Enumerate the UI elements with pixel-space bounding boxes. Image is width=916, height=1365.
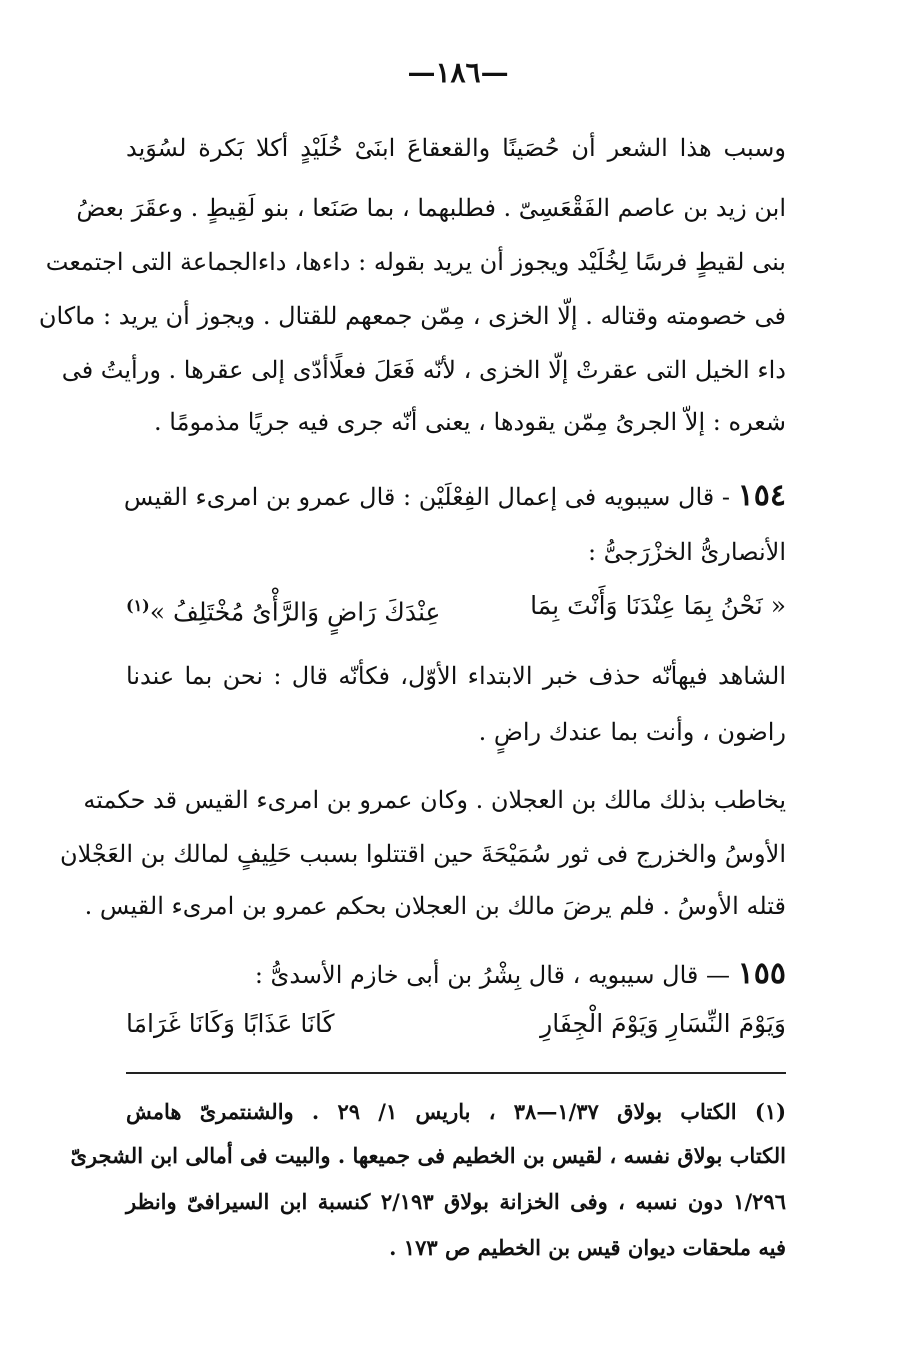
footnote-rule	[126, 1072, 786, 1074]
entry-number: ١٥٤	[737, 478, 786, 513]
text-line: فى خصومته وقتاله . إلّا الخزى ، مِمّن جمعهم للقتال . ويجوز أن يريد : ماكان	[38, 302, 786, 330]
entry-heading-text: — قال سيبويه ، قال بِشْرُ بن أبى خازم الأسدىُّ :	[254, 961, 731, 989]
verse-line	[126, 586, 786, 632]
text-line: وسبب هذا الشعر أن حُصَينًا والقعقاعَ ابنَىْ خُلَيْدٍ أكلا بَكرة لسُوَيد	[126, 134, 786, 162]
text-line: الشاهد فيهأنّه حذف خبر الابتداء الأوّل، فكأنّه قال : نحن بما عندنا	[126, 662, 786, 690]
text-line: بنى لقيطٍ فرسًا لِخُلَيْد ويجوز أن يريد بقوله : داءها، داءالجماعة التى اجتمعت	[45, 248, 786, 276]
text-line: يخاطب بذلك مالك بن العجلان . وكان عمرو بن امرىء القيس قد حكمته	[83, 786, 786, 814]
entry-heading-text: - قال سيبويه فى إعمال الفِعْلَيْن : قال عمرو بن امرىء القيس	[123, 483, 731, 511]
text-line: داء الخيل التى عقرتْ إلّا الخزى ، لأنّه فَعَلَ فعلًاأدّى إلى عقرها . ورأيتُ فى	[61, 356, 786, 384]
entry-number: ١٥٥	[737, 956, 786, 991]
text-line: قتله الأوسُ . فلم يرضَ مالك بن العجلان بحكم عمرو بن امرىء القيس .	[84, 892, 786, 920]
footnote-marker: (١)	[126, 596, 150, 615]
verse-line	[126, 1004, 786, 1044]
page-number: —١٨٦—	[407, 56, 509, 89]
footnote-line: (١) الكتاب بولاق ١/٣٧—٣٨ ، باريس ١/ ٢٩ . والشنتمرىّ هامش	[126, 1099, 787, 1124]
verse-hemistich-second: عِنْدَكَ رَاضٍ وَالرَّأْىُ مُخْتَلِفُ »$^{(١)}$	[126, 596, 441, 627]
text-line: راضون ، وأنت بما عندك راضٍ .	[478, 718, 786, 746]
verse-hemistich-first: « نَحْنُ بِمَا عِنْدَنَا وَأَنْتَ بِمَا	[530, 591, 786, 620]
footnote-line: ١/٢٩٦ دون نسبه ، وفى الخزانة بولاق ٢/١٩٣ كنسبة ابن السيرافىّ وانظر	[126, 1189, 786, 1214]
text-line: الأوسُ والخزرج فى ثور سُمَيْحَةَ حين اقتتلوا بسبب حَلِيفٍ لمالك بن العَجْلان	[59, 840, 786, 868]
text-line: الأنصارىُّ الخزْرَجىُّ :	[587, 538, 786, 566]
text-line: ابن زيد بن عاصم الفَقْعَسِىّ . فطلبهما ، بما صَنَعا ، بنو لَقِيطٍ . وعقَرَ بعضُ	[76, 194, 786, 222]
verse-hemistich-first: وَيَوْمَ النِّسَارِ وَيَوْمَ الْجِفَارِ	[540, 1009, 786, 1038]
footnote-line: فيه ملحقات ديوان قيس بن الخطيم ص ١٧٣ .	[389, 1235, 786, 1260]
text-line: شعره : إلاّ الجرىُ مِمّن يقودها ، يعنى أنّه جرى فيه جريًا مذمومًا .	[154, 408, 786, 436]
entry-heading	[126, 954, 786, 995]
entry-heading	[123, 476, 786, 517]
verse-hemistich-second: كَانَا عَذَابًا وَكَانَا غَرَامَا	[126, 1009, 335, 1038]
footnote-line: الكتاب بولاق نفسه ، لقيس بن الخطيم فى جميعها . والبيت فى أمالى ابن الشجرىّ	[70, 1143, 786, 1168]
